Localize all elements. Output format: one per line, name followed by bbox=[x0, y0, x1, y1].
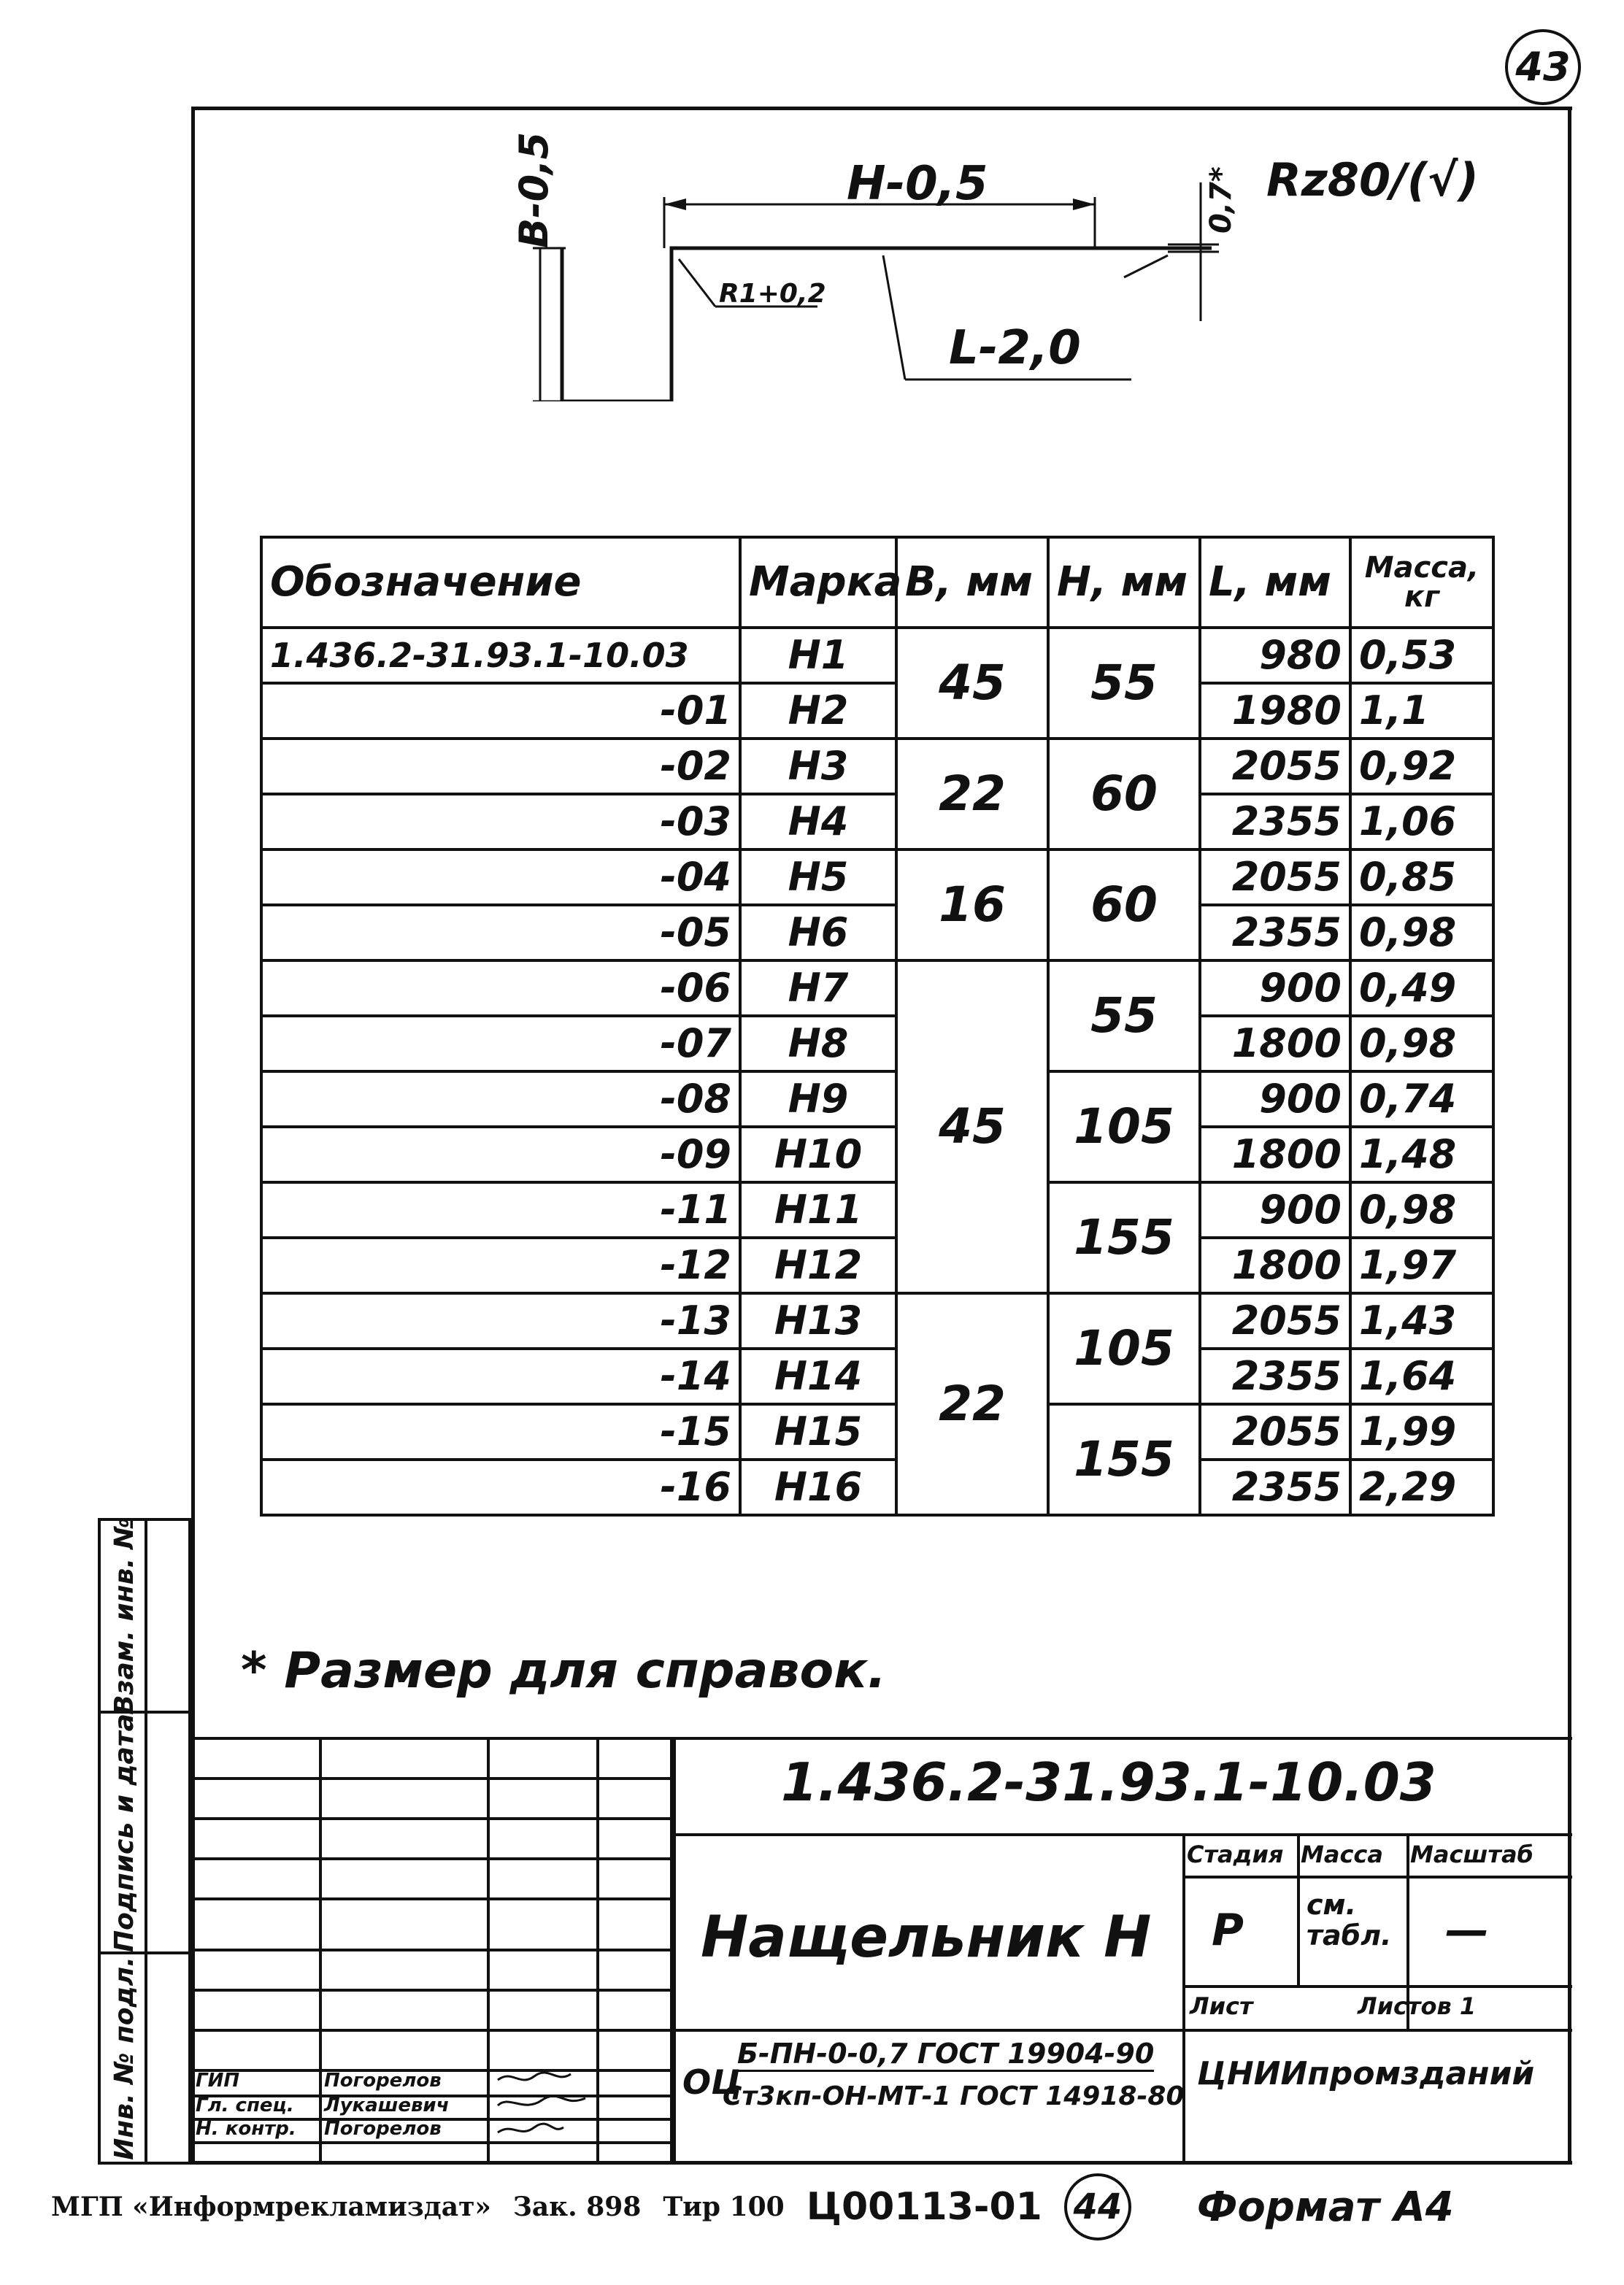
cell-h: 55 bbox=[1048, 960, 1200, 1071]
cell-mark: H14 bbox=[740, 1349, 896, 1404]
table-row bbox=[261, 960, 1493, 1016]
cell-designation: -08 bbox=[261, 1071, 740, 1127]
cell-mass: 0,74 bbox=[1350, 1071, 1493, 1127]
cell-mass: 0,98 bbox=[1350, 905, 1493, 960]
cell-b: 22 bbox=[896, 1293, 1048, 1515]
cell-mark: H3 bbox=[740, 739, 896, 794]
dim-thickness-label: 0,7* bbox=[1204, 166, 1238, 234]
cell-l: 1800 bbox=[1200, 1016, 1350, 1071]
staff-name: Погорелов bbox=[324, 2118, 442, 2140]
circulation: Тир 100 bbox=[663, 2192, 785, 2222]
table-row bbox=[261, 739, 1493, 794]
staff-role: Н. контр. bbox=[196, 2118, 296, 2140]
cell-mark: H10 bbox=[740, 1127, 896, 1182]
sheets-label: Листов 1 bbox=[1358, 1992, 1477, 2020]
cell-h: 60 bbox=[1048, 739, 1200, 849]
sheet-label: Лист bbox=[1190, 1992, 1253, 2020]
cell-h: 105 bbox=[1048, 1293, 1200, 1404]
cell-mass: 1,06 bbox=[1350, 794, 1493, 849]
cell-mass: 0,98 bbox=[1350, 1182, 1493, 1238]
side-label-replace: Взам. инв. № bbox=[109, 1517, 139, 1715]
cell-mass: 0,92 bbox=[1350, 739, 1493, 794]
cell-mark: H11 bbox=[740, 1182, 896, 1238]
cell-b: 45 bbox=[896, 628, 1048, 739]
cell-mass: 0,98 bbox=[1350, 1016, 1493, 1071]
cell-mass: 1,1 bbox=[1350, 683, 1493, 739]
table-row bbox=[261, 1293, 1493, 1349]
cell-l: 900 bbox=[1200, 1071, 1350, 1127]
cell-mark: H7 bbox=[740, 960, 896, 1016]
cell-designation: -15 bbox=[261, 1404, 740, 1460]
material-bottom: Ст3кп-ОН-МТ-1 ГОСТ 14918-80 bbox=[723, 2081, 1185, 2111]
mass-header: Масса bbox=[1301, 1841, 1383, 1868]
cell-mass: 1,97 bbox=[1350, 1238, 1493, 1293]
publisher: МГП «Информрекламиздат» bbox=[51, 2192, 491, 2222]
table-row bbox=[261, 1349, 1493, 1404]
table-row bbox=[261, 1182, 1493, 1238]
stage-value: Р bbox=[1212, 1905, 1244, 1956]
table-row bbox=[261, 1127, 1493, 1182]
scale-value: — bbox=[1445, 1905, 1489, 1956]
cell-designation: -06 bbox=[261, 960, 740, 1016]
cell-mark: H8 bbox=[740, 1016, 896, 1071]
reference-note: * Размер для справок. bbox=[241, 1642, 887, 1700]
cell-mark: H16 bbox=[740, 1460, 896, 1515]
side-label-signature: Подпись и дата bbox=[109, 1713, 139, 1952]
dim-h-label: H-0,5 bbox=[847, 157, 988, 211]
table-row bbox=[261, 1238, 1493, 1293]
cell-h: 55 bbox=[1048, 628, 1200, 739]
cell-designation: -11 bbox=[261, 1182, 740, 1238]
staff-role: ГИП bbox=[196, 2070, 240, 2092]
scale-header: Масштаб bbox=[1410, 1841, 1533, 1868]
header-mass: Масса, кг bbox=[1350, 537, 1493, 628]
cell-designation: -13 bbox=[261, 1293, 740, 1349]
cell-l: 1800 bbox=[1200, 1238, 1350, 1293]
cell-h: 155 bbox=[1048, 1182, 1200, 1293]
cell-l: 900 bbox=[1200, 1182, 1350, 1238]
roughness-symbol: Rz80/(√) bbox=[1266, 153, 1479, 207]
cell-designation: -07 bbox=[261, 1016, 740, 1071]
cell-mark: H5 bbox=[740, 849, 896, 905]
cell-designation: -01 bbox=[261, 683, 740, 739]
cell-h: 105 bbox=[1048, 1071, 1200, 1182]
cell-l: 2355 bbox=[1200, 905, 1350, 960]
header-l: L, мм bbox=[1200, 537, 1350, 628]
cell-mark: H2 bbox=[740, 683, 896, 739]
specification-table bbox=[260, 536, 1495, 1517]
cell-mark: H6 bbox=[740, 905, 896, 960]
cell-l: 2055 bbox=[1200, 1293, 1350, 1349]
cell-designation: -16 bbox=[261, 1460, 740, 1515]
table-row bbox=[261, 905, 1493, 960]
cell-mass: 1,64 bbox=[1350, 1349, 1493, 1404]
cell-designation: -03 bbox=[261, 794, 740, 849]
cell-l: 900 bbox=[1200, 960, 1350, 1016]
cell-mark: H13 bbox=[740, 1293, 896, 1349]
cell-l: 2355 bbox=[1200, 794, 1350, 849]
format-label: Формат А4 bbox=[1196, 2183, 1454, 2231]
table-row bbox=[261, 849, 1493, 905]
cell-mark: H1 bbox=[740, 628, 896, 683]
cell-designation: -09 bbox=[261, 1127, 740, 1182]
signature-marks bbox=[490, 2065, 600, 2146]
mass-value: см. табл. bbox=[1306, 1889, 1392, 1951]
cell-b: 16 bbox=[896, 849, 1048, 960]
staff-name: Лукашевич bbox=[324, 2095, 450, 2116]
cell-mark: H15 bbox=[740, 1404, 896, 1460]
organization: ЦНИИпромзданий bbox=[1197, 2055, 1535, 2092]
dim-l-label: L-2,0 bbox=[949, 321, 1081, 375]
header-mark: Марка bbox=[740, 537, 896, 628]
cell-mass: 1,48 bbox=[1350, 1127, 1493, 1182]
table-row bbox=[261, 628, 1493, 683]
staff-name: Погорелов bbox=[324, 2070, 442, 2092]
cell-designation: -02 bbox=[261, 739, 740, 794]
cell-designation: -14 bbox=[261, 1349, 740, 1404]
cell-l: 1980 bbox=[1200, 683, 1350, 739]
cell-mass: 0,53 bbox=[1350, 628, 1493, 683]
table-row bbox=[261, 683, 1493, 739]
table-row bbox=[261, 1071, 1493, 1127]
cell-mark: H12 bbox=[740, 1238, 896, 1293]
cell-designation: -04 bbox=[261, 849, 740, 905]
header-h: H, мм bbox=[1048, 537, 1200, 628]
cell-l: 1800 bbox=[1200, 1127, 1350, 1182]
side-stamp-strip bbox=[98, 1518, 191, 2165]
stage-header: Стадия bbox=[1187, 1841, 1284, 1868]
table-row bbox=[261, 1460, 1493, 1515]
cell-l: 2055 bbox=[1200, 849, 1350, 905]
cell-h: 60 bbox=[1048, 849, 1200, 960]
dim-b-label: B-0,5 bbox=[511, 131, 557, 248]
side-label-inventory: Инв. № подл. bbox=[109, 1956, 139, 2160]
cell-b: 22 bbox=[896, 739, 1048, 849]
table-header-row bbox=[261, 537, 1493, 628]
material-top: Б-ПН-0-0,7 ГОСТ 19904-90 bbox=[737, 2038, 1154, 2072]
table-row bbox=[261, 1404, 1493, 1460]
cell-l: 2355 bbox=[1200, 1349, 1350, 1404]
cell-mass: 1,43 bbox=[1350, 1293, 1493, 1349]
cell-mass: 0,85 bbox=[1350, 849, 1493, 905]
product-name: Нащельник Н bbox=[701, 1905, 1152, 1970]
cell-l: 980 bbox=[1200, 628, 1350, 683]
cell-l: 2055 bbox=[1200, 739, 1350, 794]
doc-number: 1.436.2-31.93.1-10.03 bbox=[781, 1752, 1436, 1813]
cell-mark: H4 bbox=[740, 794, 896, 849]
cell-l: 2355 bbox=[1200, 1460, 1350, 1515]
material-prefix: ОЦ bbox=[682, 2062, 742, 2102]
dim-r-label: R1+0,2 bbox=[719, 279, 826, 309]
drawing-code: Ц00113-01 bbox=[806, 2185, 1042, 2229]
cell-mark: H9 bbox=[740, 1071, 896, 1127]
header-designation: Обозначение bbox=[261, 537, 740, 628]
circled-page: 44 bbox=[1064, 2173, 1131, 2240]
cell-designation: 1.436.2-31.93.1-10.03 bbox=[261, 628, 740, 683]
table-row bbox=[261, 1016, 1493, 1071]
cell-mass: 2,29 bbox=[1350, 1460, 1493, 1515]
cell-b: 45 bbox=[896, 960, 1048, 1293]
cell-l: 2055 bbox=[1200, 1404, 1350, 1460]
staff-role: Гл. спец. bbox=[196, 2095, 294, 2116]
order-number: Зак. 898 bbox=[512, 2192, 642, 2222]
print-footer bbox=[51, 2185, 1454, 2229]
cell-h: 155 bbox=[1048, 1404, 1200, 1515]
cell-designation: -05 bbox=[261, 905, 740, 960]
table-row bbox=[261, 794, 1493, 849]
header-b: B, мм bbox=[896, 537, 1048, 628]
cell-mass: 0,49 bbox=[1350, 960, 1493, 1016]
cell-mass: 1,99 bbox=[1350, 1404, 1493, 1460]
page-number: 43 bbox=[1505, 29, 1581, 105]
cell-designation: -12 bbox=[261, 1238, 740, 1293]
